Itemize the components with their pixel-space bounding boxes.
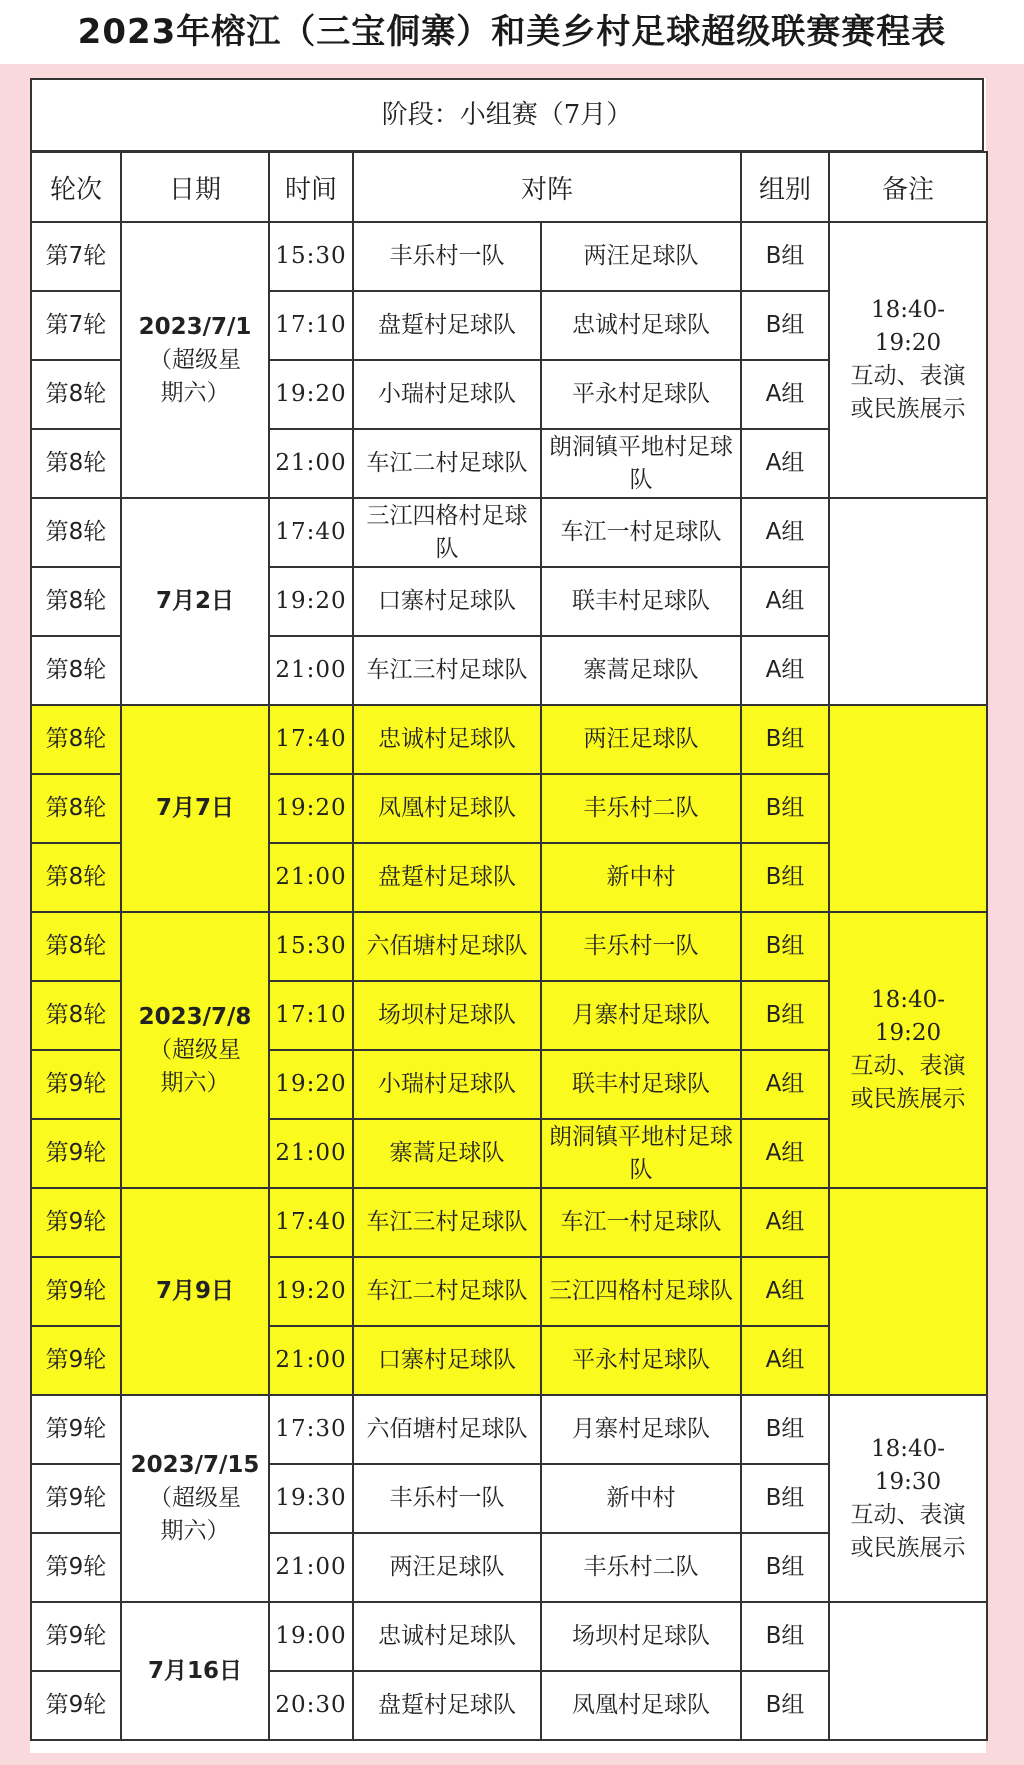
- away-team-cell: 新中村: [541, 1464, 741, 1533]
- header-round: 轮次: [31, 152, 121, 222]
- page-title: 2023年榕江（三宝侗寨）和美乡村足球超级联赛赛程表: [0, 0, 1024, 64]
- date-cell: [121, 1188, 269, 1395]
- date-cell: [121, 498, 269, 705]
- time-cell: 19:20: [269, 774, 353, 843]
- time-cell: 15:30: [269, 912, 353, 981]
- note-line: 19:30: [874, 1468, 942, 1495]
- match-row: [31, 1602, 987, 1671]
- date-line: 7月7日: [155, 795, 234, 821]
- match-row: [31, 498, 987, 567]
- note-line: 18:40-: [870, 987, 946, 1013]
- away-team-cell: 两汪足球队: [541, 222, 741, 291]
- away-team-cell: 平永村足球队: [541, 360, 741, 429]
- round-cell: 第8轮: [31, 567, 121, 636]
- date-line: （超级星: [149, 1036, 241, 1063]
- group-cell: B组: [741, 981, 829, 1050]
- group-cell: A组: [741, 429, 829, 498]
- time-cell: 21:00: [269, 636, 353, 705]
- away-team-cell: 丰乐村二队: [541, 774, 741, 843]
- date-cell: [121, 1395, 269, 1602]
- round-cell: 第8轮: [31, 843, 121, 912]
- header-group: 组别: [741, 152, 829, 222]
- time-cell: 21:00: [269, 1119, 353, 1188]
- away-team-cell: 寨蒿足球队: [541, 636, 741, 705]
- home-team-cell: 凤凰村足球队: [353, 774, 541, 843]
- note-line: 或民族展示: [850, 1534, 966, 1561]
- note-line: 互动、表演: [850, 1053, 966, 1079]
- home-team-cell: 车江三村足球队: [353, 1188, 541, 1257]
- group-cell: A组: [741, 1257, 829, 1326]
- home-team-cell: 丰乐村一队: [353, 222, 541, 291]
- time-cell: 19:20: [269, 1257, 353, 1326]
- group-cell: B组: [741, 1464, 829, 1533]
- group-cell: A组: [741, 636, 829, 705]
- home-team-cell: 场坝村足球队: [353, 981, 541, 1050]
- home-team-cell: 两汪足球队: [353, 1533, 541, 1602]
- round-cell: 第8轮: [31, 981, 121, 1050]
- away-team-cell: 两汪足球队: [541, 705, 741, 774]
- time-cell: 21:00: [269, 843, 353, 912]
- notes-cell: [829, 498, 987, 705]
- home-team-cell: 小瑞村足球队: [353, 1050, 541, 1119]
- time-cell: 17:40: [269, 705, 353, 774]
- date-line: （超级星: [149, 346, 241, 373]
- away-team-cell: 丰乐村二队: [541, 1533, 741, 1602]
- away-team-cell: 朗洞镇平地村足球队: [541, 1119, 741, 1188]
- group-cell: A组: [741, 360, 829, 429]
- time-cell: 17:40: [269, 1188, 353, 1257]
- date-line: （超级星: [149, 1485, 241, 1511]
- time-cell: 17:10: [269, 981, 353, 1050]
- note-line: 18:40-: [870, 1435, 946, 1462]
- round-cell: 第9轮: [31, 1395, 121, 1464]
- header-row: [31, 152, 987, 222]
- date-cell: [121, 222, 269, 498]
- notes-cell: [829, 705, 987, 912]
- date-line: 7月2日: [155, 588, 234, 614]
- away-team-cell: 凤凰村足球队: [541, 1671, 741, 1740]
- date-line: 7月9日: [155, 1278, 234, 1304]
- stage-header: 阶段：小组赛（7月）: [30, 78, 984, 152]
- round-cell: 第9轮: [31, 1326, 121, 1395]
- note-line: 或民族展示: [850, 396, 966, 422]
- notes-cell: [829, 222, 987, 498]
- header-date: 日期: [121, 152, 269, 222]
- away-team-cell: 朗洞镇平地村足球队: [541, 429, 741, 498]
- group-cell: A组: [741, 498, 829, 567]
- away-team-cell: 场坝村足球队: [541, 1602, 741, 1671]
- date-line: 2023/7/15: [130, 1452, 260, 1478]
- header-matchup: 对阵: [353, 152, 741, 222]
- round-cell: 第9轮: [31, 1602, 121, 1671]
- time-cell: 19:30: [269, 1464, 353, 1533]
- date-line: 2023/7/8: [138, 1003, 252, 1030]
- date-line: 期六）: [160, 1069, 230, 1096]
- date-cell: [121, 1602, 269, 1740]
- round-cell: 第9轮: [31, 1671, 121, 1740]
- home-team-cell: 盘踅村足球队: [353, 291, 541, 360]
- group-cell: B组: [741, 774, 829, 843]
- note-line: 互动、表演: [850, 363, 966, 389]
- away-team-cell: 车江一村足球队: [541, 498, 741, 567]
- round-cell: 第9轮: [31, 1188, 121, 1257]
- away-team-cell: 联丰村足球队: [541, 1050, 741, 1119]
- home-team-cell: 寨蒿足球队: [353, 1119, 541, 1188]
- group-cell: A组: [741, 1050, 829, 1119]
- away-team-cell: 丰乐村一队: [541, 912, 741, 981]
- match-row: [31, 1395, 987, 1464]
- round-cell: 第8轮: [31, 360, 121, 429]
- note-line: 19:20: [874, 330, 942, 356]
- round-cell: 第9轮: [31, 1119, 121, 1188]
- time-cell: 19:20: [269, 1050, 353, 1119]
- group-cell: B组: [741, 1395, 829, 1464]
- home-team-cell: 六佰塘村足球队: [353, 1395, 541, 1464]
- round-cell: 第7轮: [31, 291, 121, 360]
- home-team-cell: 车江二村足球队: [353, 1257, 541, 1326]
- group-cell: B组: [741, 1671, 829, 1740]
- away-team-cell: 月寨村足球队: [541, 981, 741, 1050]
- round-cell: 第8轮: [31, 705, 121, 774]
- note-line: 互动、表演: [850, 1501, 966, 1528]
- home-team-cell: 六佰塘村足球队: [353, 912, 541, 981]
- notes-cell: [829, 1188, 987, 1395]
- home-team-cell: 三江四格村足球队: [353, 498, 541, 567]
- away-team-cell: 平永村足球队: [541, 1326, 741, 1395]
- date-line: 期六）: [160, 1518, 230, 1544]
- round-cell: 第8轮: [31, 636, 121, 705]
- group-cell: A组: [741, 567, 829, 636]
- schedule-sheet: [30, 78, 986, 1753]
- home-team-cell: 盘踅村足球队: [353, 843, 541, 912]
- time-cell: 17:40: [269, 498, 353, 567]
- group-cell: A组: [741, 1326, 829, 1395]
- group-cell: B组: [741, 843, 829, 912]
- date-line: 期六）: [160, 379, 230, 406]
- time-cell: 17:10: [269, 291, 353, 360]
- header-time: 时间: [269, 152, 353, 222]
- away-team-cell: 联丰村足球队: [541, 567, 741, 636]
- home-team-cell: 忠诚村足球队: [353, 705, 541, 774]
- away-team-cell: 月寨村足球队: [541, 1395, 741, 1464]
- home-team-cell: 口寨村足球队: [353, 1326, 541, 1395]
- round-cell: 第9轮: [31, 1050, 121, 1119]
- group-cell: B组: [741, 705, 829, 774]
- round-cell: 第8轮: [31, 429, 121, 498]
- group-cell: B组: [741, 291, 829, 360]
- round-cell: 第8轮: [31, 912, 121, 981]
- time-cell: 19:20: [269, 567, 353, 636]
- notes-cell: [829, 912, 987, 1188]
- date-line: 2023/7/1: [138, 313, 252, 340]
- time-cell: 21:00: [269, 1533, 353, 1602]
- group-cell: B组: [741, 1533, 829, 1602]
- group-cell: A组: [741, 1188, 829, 1257]
- match-row: [31, 705, 987, 774]
- group-cell: B组: [741, 222, 829, 291]
- note-line: 18:40-: [870, 297, 946, 323]
- group-cell: A组: [741, 1119, 829, 1188]
- round-cell: 第8轮: [31, 498, 121, 567]
- time-cell: 19:00: [269, 1602, 353, 1671]
- round-cell: 第9轮: [31, 1533, 121, 1602]
- time-cell: 21:00: [269, 1326, 353, 1395]
- time-cell: 21:00: [269, 429, 353, 498]
- group-cell: B组: [741, 1602, 829, 1671]
- match-row: [31, 912, 987, 981]
- home-team-cell: 盘踅村足球队: [353, 1671, 541, 1740]
- schedule-table: [30, 151, 988, 1741]
- group-cell: B组: [741, 912, 829, 981]
- round-cell: 第9轮: [31, 1257, 121, 1326]
- away-team-cell: 忠诚村足球队: [541, 291, 741, 360]
- time-cell: 17:30: [269, 1395, 353, 1464]
- note-line: 或民族展示: [850, 1086, 966, 1112]
- date-cell: [121, 705, 269, 912]
- round-cell: 第7轮: [31, 222, 121, 291]
- match-row: [31, 222, 987, 291]
- home-team-cell: 忠诚村足球队: [353, 1602, 541, 1671]
- time-cell: 15:30: [269, 222, 353, 291]
- date-cell: [121, 912, 269, 1188]
- home-team-cell: 小瑞村足球队: [353, 360, 541, 429]
- notes-cell: [829, 1395, 987, 1602]
- away-team-cell: 车江一村足球队: [541, 1188, 741, 1257]
- time-cell: 20:30: [269, 1671, 353, 1740]
- note-line: 19:20: [874, 1020, 942, 1046]
- match-row: [31, 1188, 987, 1257]
- round-cell: 第9轮: [31, 1464, 121, 1533]
- home-team-cell: 车江三村足球队: [353, 636, 541, 705]
- home-team-cell: 口寨村足球队: [353, 567, 541, 636]
- away-team-cell: 三江四格村足球队: [541, 1257, 741, 1326]
- schedule-body: [31, 222, 987, 1740]
- home-team-cell: 车江二村足球队: [353, 429, 541, 498]
- header-notes: 备注: [829, 152, 987, 222]
- date-line: 7月16日: [147, 1657, 242, 1684]
- away-team-cell: 新中村: [541, 843, 741, 912]
- time-cell: 19:20: [269, 360, 353, 429]
- home-team-cell: 丰乐村一队: [353, 1464, 541, 1533]
- round-cell: 第8轮: [31, 774, 121, 843]
- notes-cell: [829, 1602, 987, 1740]
